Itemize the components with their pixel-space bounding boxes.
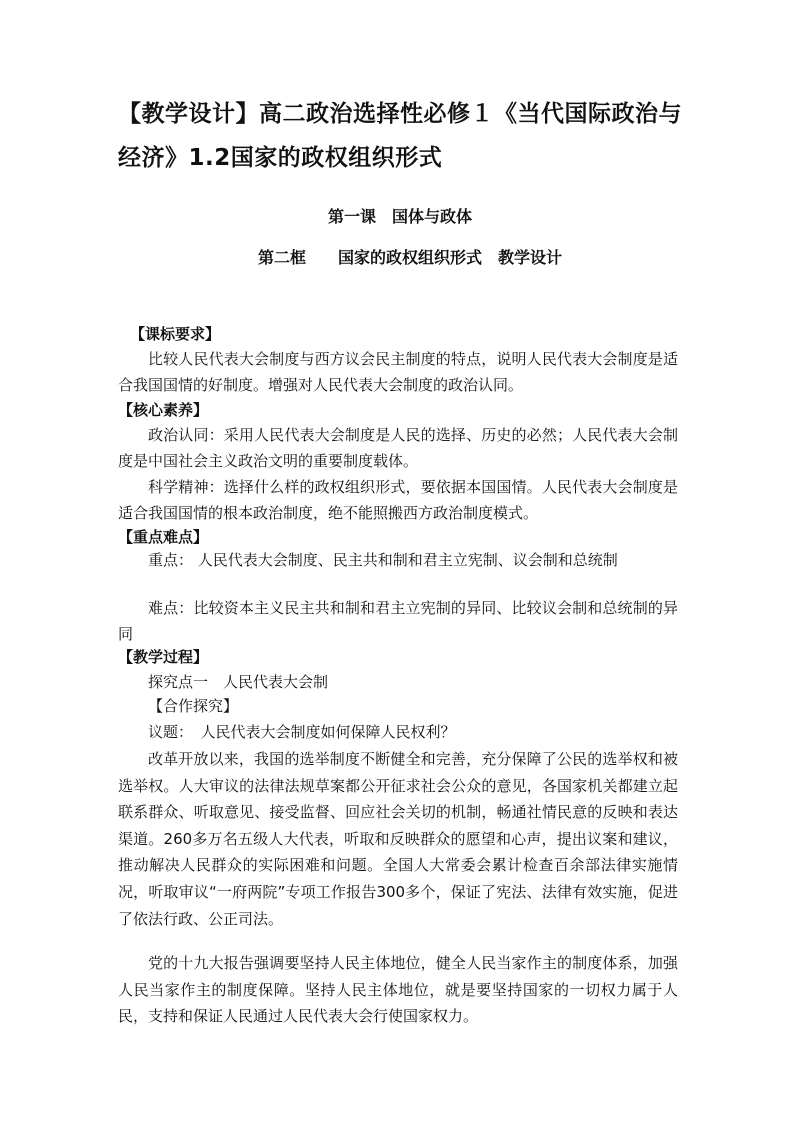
curriculum-heading: 【课标要求】	[130, 325, 221, 343]
core-paragraph-2: 科学精神：选择什么样的政权组织形式，要依据本国国情。人民代表大会制度是适合我国国情的根本政治制度，绝不能照搬西方政治制度模式。	[118, 478, 678, 522]
key-point: 重点： 人民代表大会制度、民主共和制和君主立宪制、议会制和总统制	[148, 551, 618, 569]
key-heading: 【重点难点】	[118, 528, 209, 546]
curriculum-text: 比较人民代表大会制度与西方议会民主制度的特点，说明人民代表大会制度是适合我国国情的好制度。增强对人民代表大会制度的政治认同。	[118, 350, 678, 394]
core-paragraph-1: 政治认同：采用人民代表大会制度是人民的选择、历史的必然；人民代表大会制度是中国社会主义政治文明的重要制度载体。	[118, 426, 678, 470]
document-title	[118, 92, 688, 180]
process-paragraph-2: 党的十九大报告强调要坚持人民主体地位，健全人民当家作主的制度体系，加强人民当家作主的制度保障。坚持人民主体地位，就是要坚持国家的一切权力属于人民，支持和保证人民通过人民代表大会行使国家权力。	[118, 954, 678, 1026]
process-paragraph-1: 改革开放以来，我国的选举制度不断健全和完善，充分保障了公民的选举权和被选举权。人大审议的法律法规草案都公开征求社会公众的意见，各国家机关都建立起联系群众、听取意见、接受监督、回应社会关切的机制，畅通社情民意的反映和表达渠道。260多万名五级人大代表，听取和反映群众的愿望和心声，提出议案和建议，推动解决人民群众的实际困难和问题。全国人大常委会累计检查百余部法律实施情况，听取审议“一府两院”专项工作报告300多个，保证了宪法、法律有效实施，促进了依法行政、公正司法。	[118, 750, 678, 928]
topic-question: 议题： 人民代表大会制度如何保障人民权利？	[148, 723, 456, 741]
frame-heading: 第二框 国家的政权组织形式 教学设计	[257, 248, 562, 267]
title-line-1: 【教学设计】高二政治选择性必修１《当代国际政治与	[118, 101, 682, 127]
lesson-heading: 第一课 国体与政体	[327, 207, 472, 226]
process-heading: 【教学过程】	[118, 648, 209, 666]
cooperative-inquiry: 【合作探究】	[148, 697, 239, 715]
title-line-2: 经济》1.2国家的政权组织形式	[118, 145, 443, 171]
core-heading: 【核心素养】	[118, 401, 209, 419]
explore-point: 探究点一 人民代表大会制	[148, 673, 329, 691]
difficult-point: 难点：比较资本主义民主共和制和君主立宪制的异同、比较议会制和总统制的异同	[118, 599, 678, 643]
